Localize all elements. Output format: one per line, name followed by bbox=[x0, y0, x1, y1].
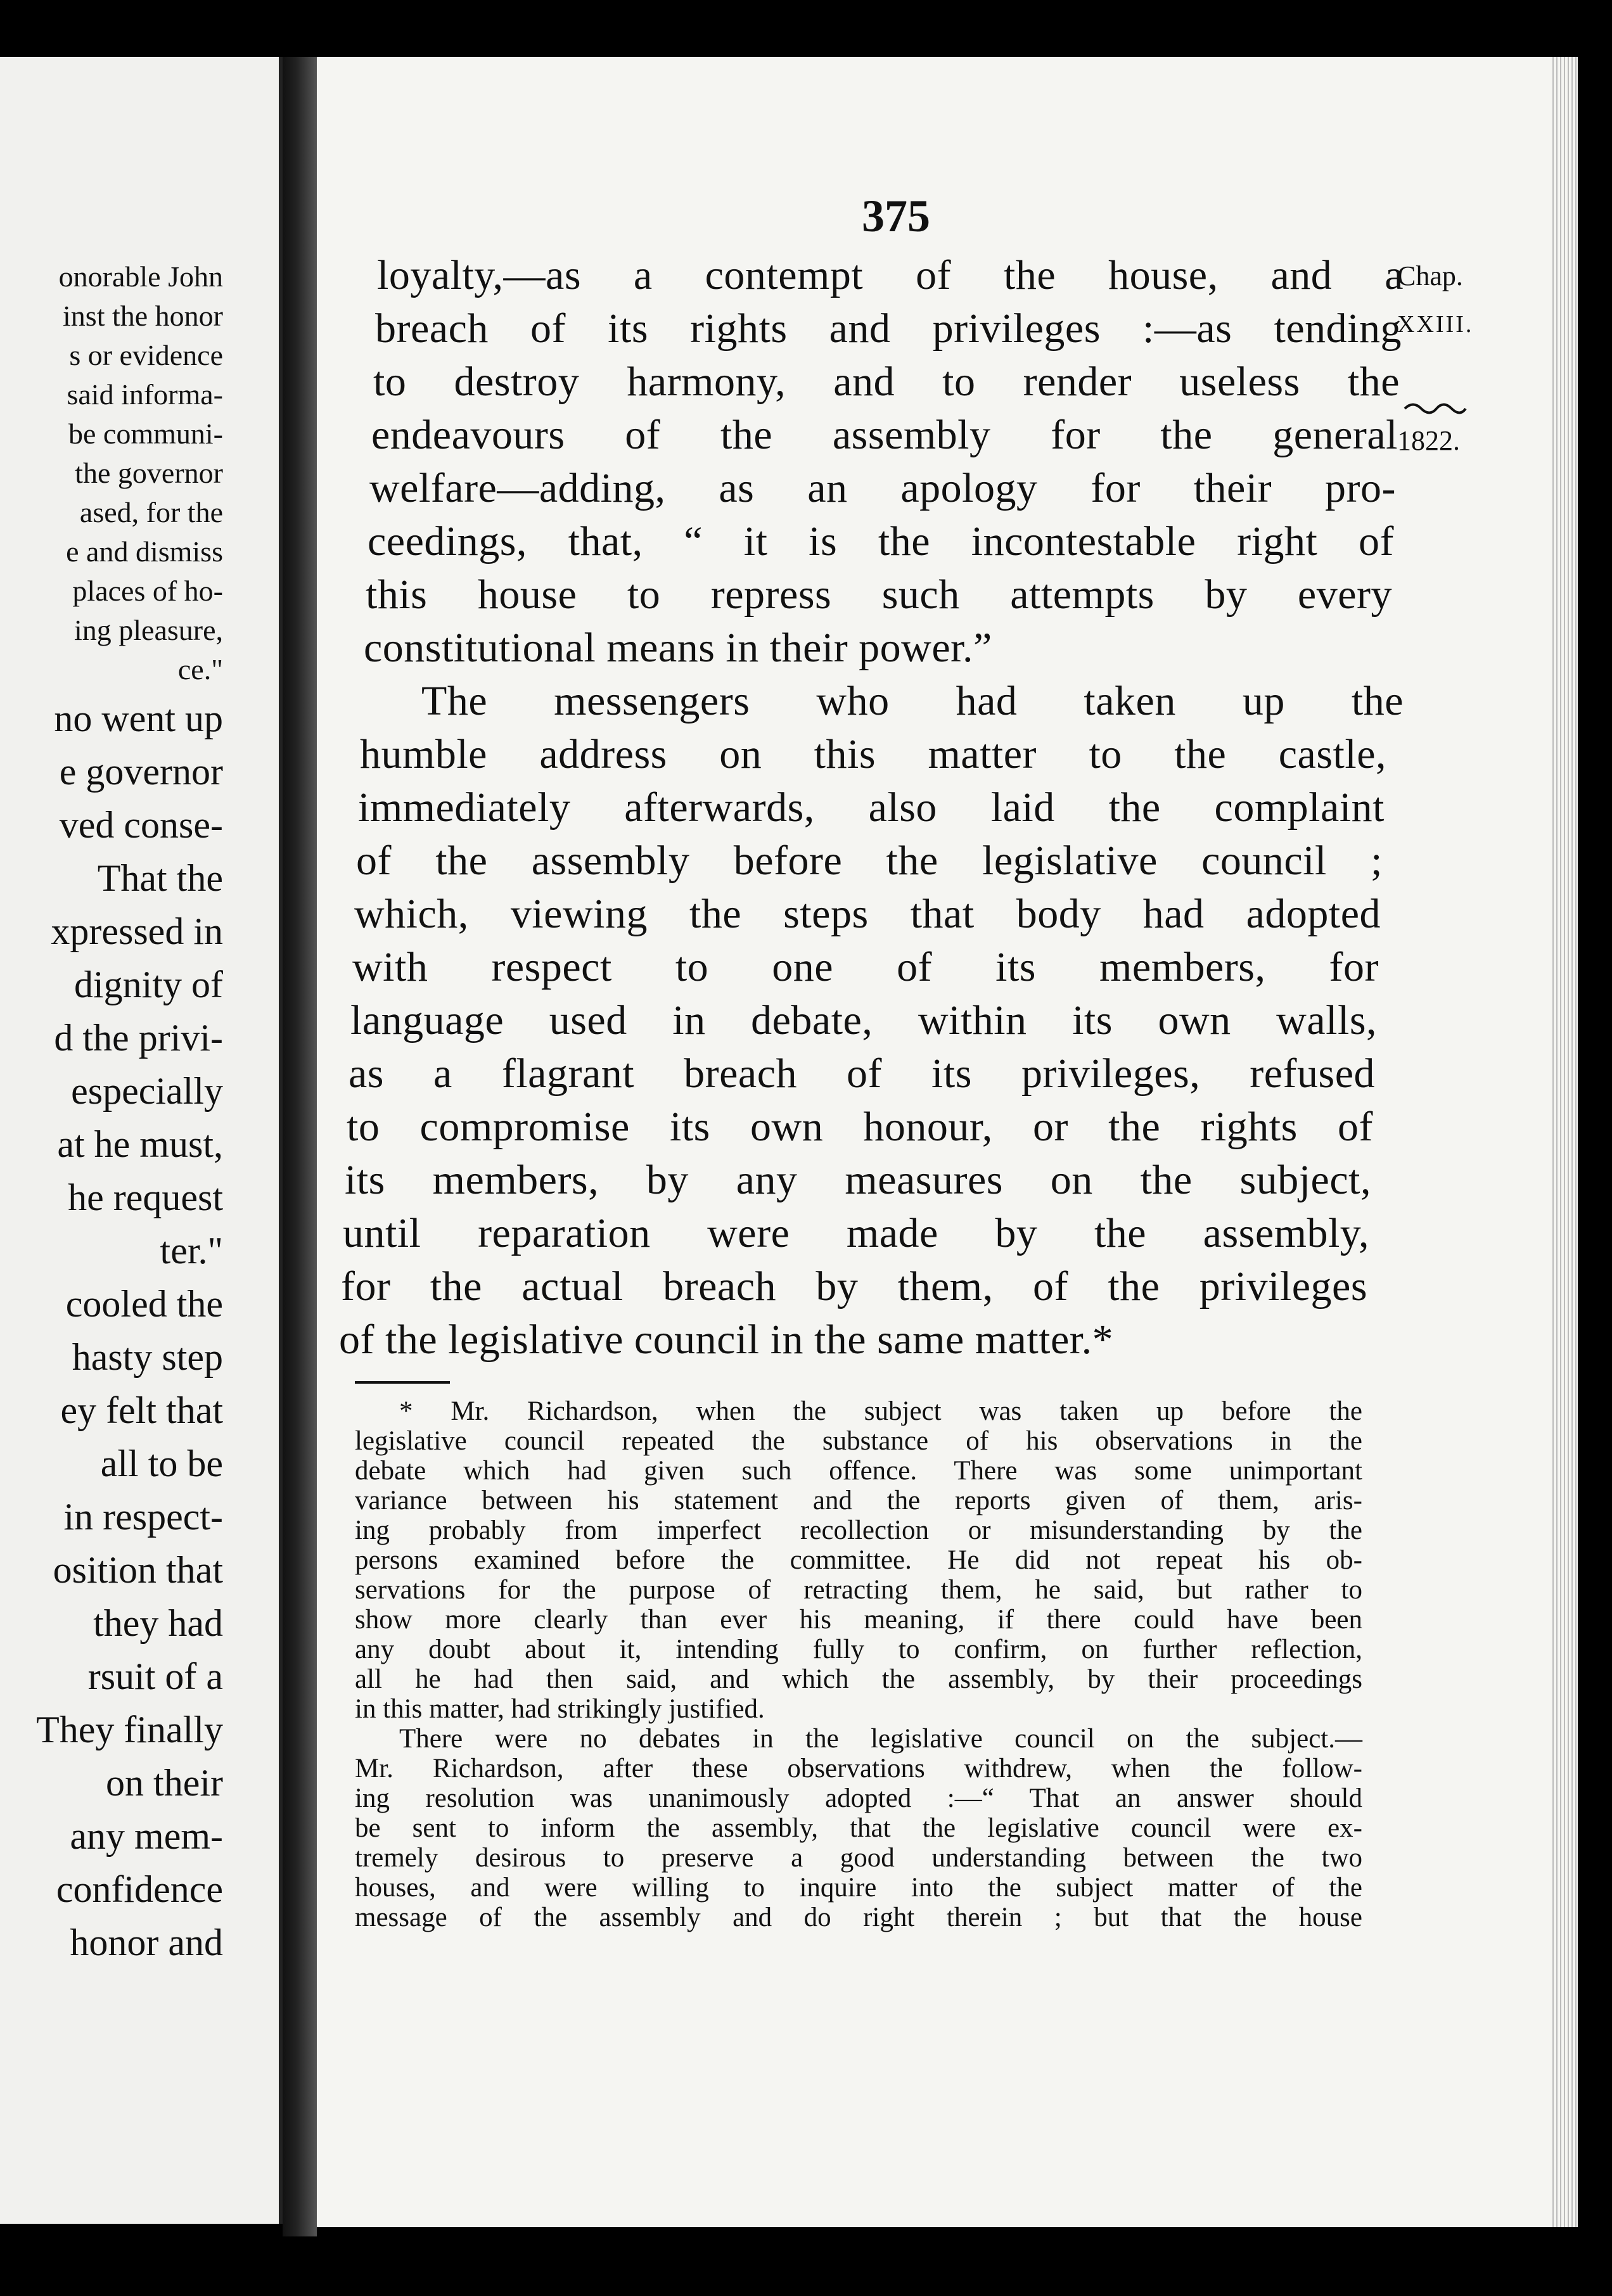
left-page-line: ased, for the bbox=[79, 496, 223, 528]
left-page-line: ey felt that bbox=[60, 1389, 223, 1431]
left-page-line: cooled the bbox=[65, 1283, 223, 1325]
footnote-line: show more clearly than ever his meaning, if there could have been bbox=[355, 1605, 1362, 1635]
margin-year: 1822. bbox=[1397, 425, 1460, 456]
body-line: welfare—adding, as an apology for their pro- bbox=[369, 465, 1396, 511]
right-page bbox=[317, 57, 1578, 2227]
left-page-line: especially bbox=[71, 1070, 223, 1112]
left-page bbox=[0, 57, 283, 2224]
body-line: humble address on this matter to the castle, bbox=[360, 731, 1386, 777]
body-line: until reparation were made by the assembly, bbox=[343, 1210, 1369, 1256]
left-page-line: They finally bbox=[36, 1709, 223, 1751]
footnote-line: ing probably from imperfect recollection or misunderstanding by the bbox=[355, 1515, 1362, 1545]
body-line: The messengers who had taken up the bbox=[421, 678, 1404, 724]
left-page-line: confidence bbox=[56, 1868, 223, 1910]
left-page-line: onorable John bbox=[58, 260, 223, 293]
left-page-line: inst the honor bbox=[63, 300, 223, 332]
footnote-line: tremely desirous to preserve a good understanding between the two bbox=[355, 1843, 1362, 1873]
left-page-line: hasty step bbox=[72, 1336, 223, 1378]
left-page-line: places of ho- bbox=[72, 575, 223, 607]
page-number: 375 bbox=[862, 191, 930, 241]
left-page-line: ved conse- bbox=[59, 804, 223, 846]
body-line: language used in debate, within its own walls, bbox=[350, 997, 1377, 1043]
body-line: endeavours of the assembly for the general bbox=[371, 412, 1398, 458]
body-line: which, viewing the steps that body had adopted bbox=[354, 891, 1381, 937]
footnote-line: all he had then said, and which the assembly, by their proceedings bbox=[355, 1664, 1362, 1694]
footnote-line: be sent to inform the assembly, that the legislative council were ex- bbox=[355, 1813, 1362, 1843]
footnote-line: ing resolution was unanimously adopted :—“ That an answer should bbox=[355, 1783, 1362, 1813]
body-line: of the assembly before the legislative council ; bbox=[356, 838, 1383, 884]
left-page-line: dignity of bbox=[74, 964, 223, 1005]
body-line: constitutional means in their power.” bbox=[364, 625, 992, 671]
body-line: this house to repress such attempts by every bbox=[366, 571, 1392, 618]
body-line: as a flagrant breach of its privileges, refused bbox=[349, 1050, 1375, 1097]
body-line: its members, by any measures on the subject, bbox=[345, 1157, 1371, 1203]
footnote-line: in this matter, had strikingly justified. bbox=[355, 1694, 765, 1724]
left-page-line: ing pleasure, bbox=[74, 614, 223, 646]
body-line: immediately afterwards, also laid the complaint bbox=[358, 784, 1385, 831]
body-line: of the legislative council in the same matter.* bbox=[339, 1317, 1114, 1363]
left-page-line: he request bbox=[68, 1177, 223, 1218]
margin-chapter-numeral: XXIII. bbox=[1397, 311, 1474, 338]
footnote-line: message of the assembly and do right therein ; but that the house bbox=[355, 1903, 1362, 1932]
footnote-line: persons examined before the committee. He did not repeat his ob- bbox=[355, 1545, 1362, 1575]
left-page-line: e governor bbox=[59, 751, 223, 793]
footnote-line: any doubt about it, intending fully to confirm, on further reflection, bbox=[355, 1635, 1362, 1664]
page-edges bbox=[1552, 57, 1578, 2227]
footnote-line: There were no debates in the legislative council on the subject.— bbox=[399, 1724, 1362, 1754]
footnote-line: debate which had given such offence. There was some unimportant bbox=[355, 1456, 1362, 1486]
left-page-line: rsuit of a bbox=[87, 1655, 223, 1697]
footnote-rule bbox=[355, 1381, 450, 1384]
left-page-line: the governor bbox=[75, 457, 223, 489]
left-page-line: said informa- bbox=[67, 378, 223, 411]
book-gutter bbox=[283, 57, 317, 2236]
left-page-line: on their bbox=[106, 1762, 223, 1804]
left-page-line: at he must, bbox=[57, 1123, 223, 1165]
left-page-line: That the bbox=[97, 857, 223, 899]
left-page-line: honor and bbox=[70, 1922, 223, 1963]
footnote-line: * Mr. Richardson, when the subject was taken up before the bbox=[399, 1396, 1362, 1426]
body-line: to compromise its own honour, or the rights of bbox=[347, 1104, 1373, 1150]
body-line: breach of its rights and privileges :—as tending bbox=[375, 305, 1402, 352]
left-page-line: d the privi- bbox=[54, 1017, 223, 1059]
footnote-line: legislative council repeated the substance of his observations in the bbox=[355, 1426, 1362, 1456]
footnote-line: Mr. Richardson, after these observations withdrew, when the follow- bbox=[355, 1754, 1362, 1783]
left-page-line: be communi- bbox=[68, 418, 223, 450]
left-page-line: no went up bbox=[54, 698, 223, 739]
left-page-line: in respect- bbox=[63, 1496, 223, 1538]
left-page-line: they had bbox=[93, 1602, 223, 1644]
margin-chapter-label: Chap. bbox=[1397, 260, 1463, 291]
footnote-line: servations for the purpose of retracting them, he said, but rather to bbox=[355, 1575, 1362, 1605]
footnote-line: houses, and were willing to inquire into the subject matter of the bbox=[355, 1873, 1362, 1903]
left-page-line: osition that bbox=[53, 1549, 223, 1591]
left-page-line: ter." bbox=[160, 1230, 223, 1272]
body-line: with respect to one of its members, for bbox=[352, 944, 1379, 990]
left-page-line: ce." bbox=[177, 653, 223, 686]
left-page-line: all to be bbox=[100, 1443, 223, 1484]
left-page-line: s or evidence bbox=[69, 339, 223, 371]
margin-swash-ornament bbox=[1404, 399, 1467, 418]
body-line: ceedings, that, “ it is the incontestable right of bbox=[368, 518, 1394, 564]
body-line: to destroy harmony, and to render useless the bbox=[373, 359, 1400, 405]
left-page-line: any mem- bbox=[70, 1815, 223, 1857]
left-page-line: xpressed in bbox=[51, 910, 223, 952]
body-line: loyalty,—as a contempt of the house, and a bbox=[377, 252, 1404, 298]
left-page-line: e and dismiss bbox=[66, 535, 223, 568]
body-line: for the actual breach by them, of the privileges bbox=[341, 1263, 1367, 1310]
footnote-line: variance between his statement and the reports given of them, aris- bbox=[355, 1486, 1362, 1515]
